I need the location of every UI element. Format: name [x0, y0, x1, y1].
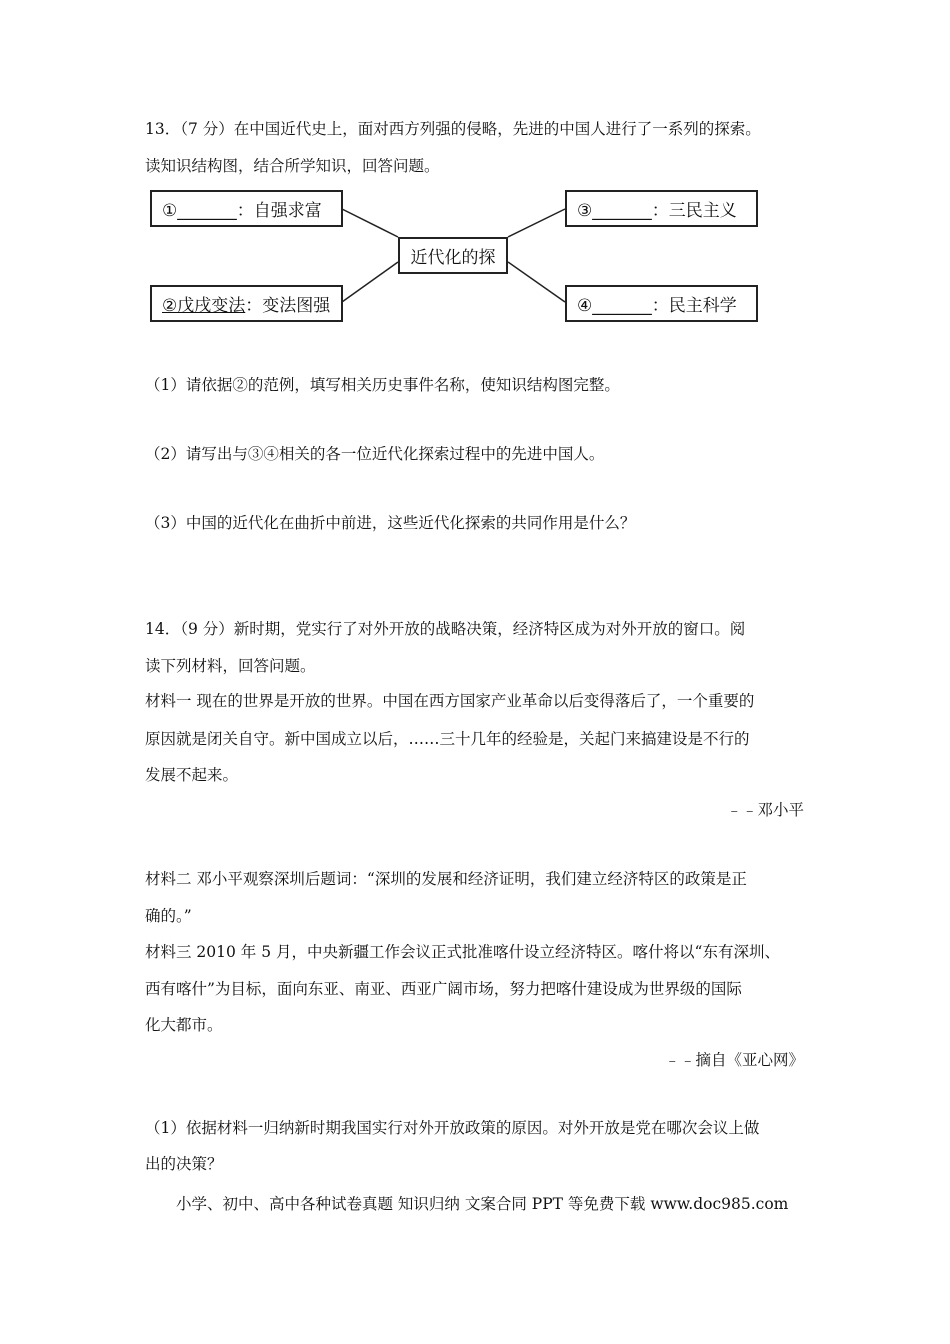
material1-line3: 发展不起来。	[145, 766, 239, 784]
connector-4	[508, 262, 565, 302]
q14-subquestion-1-line2: 出的决策？	[145, 1155, 223, 1173]
diagram-center-box	[398, 237, 508, 274]
diagram-box-2-text: ：变法图强	[245, 296, 331, 316]
material1-line2: 原因就是闭关自守。新中国成立以后，……三十几年的经验是，关起门来搞建设是不行的	[145, 730, 750, 748]
diagram-connectors	[0, 0, 950, 340]
connector-1	[342, 209, 398, 237]
diagram-box-4	[565, 285, 758, 322]
material3-line3: 化大都市。	[145, 1016, 223, 1034]
diagram-box-3-text: ③_______：三民主义	[577, 201, 737, 221]
diagram-box-2-event: ②戊戌变法	[162, 296, 246, 316]
diagram-box-2	[150, 285, 343, 322]
q13-stem-line2: 读知识结构图，结合所学知识，回答问题。	[145, 157, 440, 175]
diagram-box-1	[150, 190, 343, 227]
material1-line1: 材料一 现在的世界是开放的世界。中国在西方国家产业革命以后变得落后了，一个重要的	[145, 692, 755, 710]
material2-line2: 确的。”	[145, 907, 192, 925]
material1-source: ﹣﹣邓小平	[726, 801, 804, 819]
connector-3	[508, 209, 565, 237]
material3-line1: 材料三 2010 年 5 月，中央新疆工作会议正式批准喀什设立经济特区。喀什将以“东有深圳、	[145, 943, 780, 961]
diagram-center-text: 近代化的探	[410, 248, 496, 268]
q13-stem-line1: 13．（7 分）在中国近代史上，面对西方列强的侵略，先进的中国人进行了一系列的探索。	[145, 120, 761, 138]
diagram-box-3	[565, 190, 758, 227]
material3-source: ﹣﹣摘自《亚心网》	[664, 1051, 804, 1069]
q14-subquestion-1-line1: （1）依据材料一归纳新时期我国实行对外开放政策的原因。对外开放是党在哪次会议上做	[145, 1119, 760, 1137]
q13-subquestion-3: （3）中国的近代化在曲折中前进，这些近代化探索的共同作用是什么？	[145, 514, 636, 532]
q14-stem-line2: 读下列材料，回答问题。	[145, 657, 316, 675]
diagram-box-1-text: ①_______：自强求富	[162, 201, 322, 221]
material2-line1: 材料二 邓小平观察深圳后题词：“深圳的发展和经济证明，我们建立经济特区的政策是正	[145, 870, 747, 888]
q14-stem-line1: 14．（9 分）新时期，党实行了对外开放的战略决策，经济特区成为对外开放的窗口。阅	[145, 620, 746, 638]
material3-line2: 西有喀什”为目标，面向东亚、南亚、西亚广阔市场，努力把喀什建设成为世界级的国际	[145, 980, 742, 998]
page-footer: 小学、初中、高中各种试卷真题 知识归纳 文案合同 PPT 等免费下载 www.doc985.com	[176, 1195, 789, 1213]
connector-2	[342, 262, 398, 302]
diagram-box-4-text: ④_______：民主科学	[577, 296, 737, 316]
q13-subquestion-1: （1）请依据②的范例，填写相关历史事件名称，使知识结构图完整。	[145, 376, 620, 394]
q13-subquestion-2: （2）请写出与③④相关的各一位近代化探索过程中的先进中国人。	[145, 445, 605, 463]
